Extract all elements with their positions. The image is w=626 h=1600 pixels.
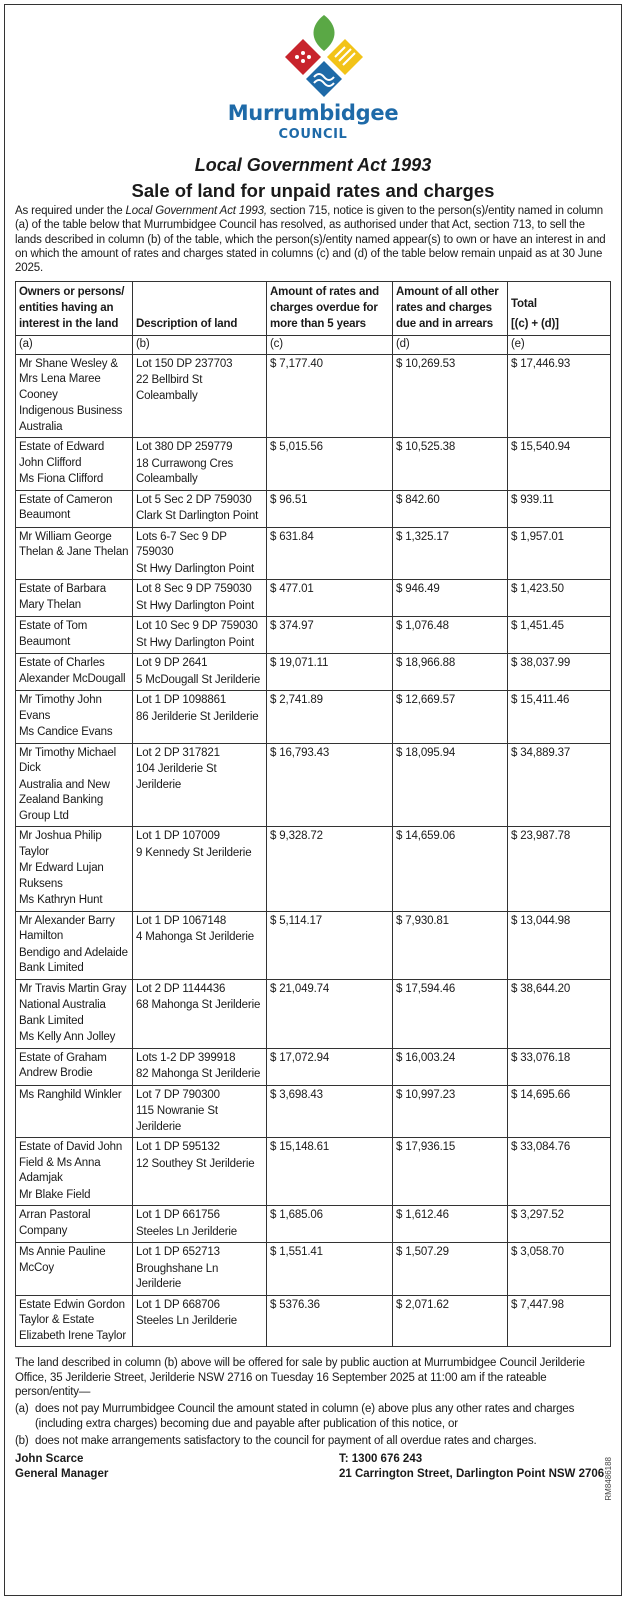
lot-description: Lots 1-2 DP 399918	[136, 1051, 236, 1064]
lot-description: Lot 380 DP 259779	[136, 441, 233, 454]
owner-name: Estate of Charles Alexander McDougall	[19, 657, 126, 685]
owner-cell	[16, 1206, 133, 1243]
owner-name: Australia and New Zealand Banking Group Ltd	[19, 778, 110, 822]
owner-name: Mr Timothy Michael Dick	[19, 746, 116, 775]
header-logo	[15, 5, 611, 145]
owner-name: Ms Kathryn Hunt	[19, 894, 103, 907]
total-amount: $ 3,297.52	[508, 1206, 611, 1243]
table-row	[16, 580, 611, 617]
owner-cell	[16, 1048, 133, 1085]
owner-name: Arran Pastoral Company	[19, 1209, 91, 1237]
condition-text: does not make arrangements satisfactory to the council for payment of all overdue rates and charges.	[35, 1434, 537, 1447]
overdue-amount: $ 1,551.41	[267, 1243, 393, 1296]
owner-cell	[16, 490, 133, 527]
org-name: Murrumbidgee	[227, 101, 399, 125]
total-amount: $ 939.11	[508, 490, 611, 527]
land-address: 4 Mahonga St Jerilderie	[136, 931, 255, 944]
overdue-amount: $ 3,698.43	[267, 1085, 393, 1138]
owner-name: Ms Ranghild Winkler	[19, 1088, 122, 1101]
total-amount: $ 7,447.98	[508, 1295, 611, 1347]
arrears-amount: $ 14,659.06	[393, 827, 508, 912]
header-owners: Owners or persons/ entities having an interest in the land	[16, 282, 133, 336]
owner-name: Estate of Edward John Clifford	[19, 441, 105, 469]
header-overdue: Amount of rates and charges overdue for more than 5 years	[267, 282, 393, 336]
owner-name: Mr Timothy John Evans	[19, 694, 102, 722]
description-cell	[133, 617, 267, 654]
notice-page	[4, 4, 622, 1596]
description-cell	[133, 354, 267, 438]
intro-paragraph	[15, 204, 611, 275]
header-total-line2: [(c) + (d)]	[511, 318, 559, 331]
table-row	[16, 654, 611, 691]
intro-text: As required under the	[15, 205, 126, 217]
table-row	[16, 490, 611, 527]
overdue-amount: $ 96.51	[267, 490, 393, 527]
contact-address: 21 Carrington Street, Darlington Point NSW 2706	[339, 1467, 605, 1480]
arrears-amount: $ 946.49	[393, 580, 508, 617]
header-arrears: Amount of all other rates and charges due and in arrears	[393, 282, 508, 336]
reference-number: RM8486188	[604, 1457, 613, 1501]
land-address: St Hwy Darlington Point	[136, 636, 254, 649]
table-row	[16, 911, 611, 979]
rates-table	[15, 281, 611, 1347]
owner-cell	[16, 691, 133, 744]
owner-name: Indigenous Business Australia	[19, 405, 123, 433]
owner-cell	[16, 654, 133, 691]
owner-name: Mr Blake Field	[19, 1188, 91, 1201]
overdue-amount: $ 2,741.89	[267, 691, 393, 744]
description-cell	[133, 911, 267, 979]
land-address: Steeles Ln Jerilderie	[136, 1225, 238, 1238]
owner-cell	[16, 911, 133, 979]
arrears-amount: $ 12,669.57	[393, 691, 508, 744]
overdue-amount: $ 1,685.06	[267, 1206, 393, 1243]
signatory-name: John Scarce	[15, 1453, 84, 1466]
description-cell	[133, 1206, 267, 1243]
description-cell	[133, 654, 267, 691]
column-letter: (c)	[267, 336, 393, 355]
owner-cell	[16, 527, 133, 580]
table-row	[16, 1138, 611, 1206]
overdue-amount: $ 21,049.74	[267, 979, 393, 1048]
owner-name: Estate of Tom Beaumont	[19, 620, 88, 648]
contact-phone: T: 1300 676 243	[339, 1453, 423, 1466]
owner-name: Estate of David John Field & Ms Anna Adamjak	[19, 1141, 123, 1185]
land-address: 104 Jerilderie St Jerilderie	[136, 763, 217, 791]
land-address: 68 Mahonga St Jerilderie	[136, 999, 261, 1012]
table-row	[16, 979, 611, 1048]
table-row	[16, 1085, 611, 1138]
table-header-row	[16, 282, 611, 336]
total-amount: $ 1,451.45	[508, 617, 611, 654]
lot-description: Lot 5 Sec 2 DP 759030	[136, 493, 252, 506]
lot-description: Lot 2 DP 317821	[136, 746, 220, 759]
land-address: St Hwy Darlington Point	[136, 562, 254, 575]
land-address: 9 Kennedy St Jerilderie	[136, 846, 252, 859]
header-description: Description of land	[133, 282, 267, 336]
auction-paragraph: The land described in column (b) above will be offered for sale by public auction at Murrumbidgee Council Jerilderie Office, 35 Jerilderie Street, Jerilderie NSW 2716 on Tuesday 16 September 2025 at 11:00 am if the rateable person/entity—	[15, 1357, 585, 1399]
owner-name: Mr Travis Martin Gray	[19, 982, 127, 995]
owner-name: Ms Candice Evans	[19, 726, 113, 739]
table-row	[16, 1048, 611, 1085]
land-address: 22 Bellbird St Coleambally	[136, 374, 203, 402]
lot-description: Lot 1 DP 1067148	[136, 914, 227, 927]
owner-name: Estate of Graham Andrew Brodie	[19, 1051, 107, 1080]
total-amount: $ 38,037.99	[508, 654, 611, 691]
table-body	[16, 354, 611, 1347]
owner-cell	[16, 354, 133, 438]
total-amount: $ 33,084.76	[508, 1138, 611, 1206]
owner-name: Ms Fiona Clifford	[19, 473, 104, 486]
lot-description: Lot 7 DP 790300	[136, 1088, 220, 1101]
condition-b	[15, 1434, 611, 1448]
org-subtitle: COUNCIL	[278, 127, 348, 142]
arrears-amount: $ 1,612.46	[393, 1206, 508, 1243]
table-row	[16, 743, 611, 827]
lot-description: Lot 2 DP 1144436	[136, 982, 226, 995]
land-address: St Hwy Darlington Point	[136, 599, 254, 612]
arrears-amount: $ 1,076.48	[393, 617, 508, 654]
land-address: Steeles Ln Jerilderie	[136, 1315, 238, 1328]
table-row	[16, 438, 611, 491]
lot-description: Lot 1 DP 107009	[136, 830, 220, 843]
intro-text-rest: section 715, notice is given to the person(s)/entity named in column (a) of the table below that Murrumbidgee Council has resolved, as authorised under that Act, section 713, to sell the lands described in column (b) of the table, which the person(s)/entity named appear(s) to own or have an interest in and on which the amount of rates and charges stated in columns (c) and (d) of the table below remain unpaid as at 30 June 2025.	[15, 205, 606, 275]
arrears-amount: $ 1,507.29	[393, 1243, 508, 1296]
description-cell	[133, 438, 267, 491]
arrears-amount: $ 7,930.81	[393, 911, 508, 979]
notice-title: Sale of land for unpaid rates and charges	[131, 180, 495, 201]
column-letter: (e)	[508, 336, 611, 355]
lot-description: Lot 8 Sec 9 DP 759030	[136, 583, 252, 596]
total-amount: $ 1,957.01	[508, 527, 611, 580]
total-amount: $ 38,644.20	[508, 979, 611, 1048]
arrears-amount: $ 10,269.53	[393, 354, 508, 438]
description-cell	[133, 691, 267, 744]
arrears-amount: $ 842.60	[393, 490, 508, 527]
arrears-amount: $ 17,594.46	[393, 979, 508, 1048]
owner-name: Mr William George Thelan & Jane Thelan	[19, 530, 129, 559]
owner-name: Ms Kelly Ann Jolley	[19, 1031, 116, 1044]
column-letter: (b)	[133, 336, 267, 355]
total-amount: $ 1,423.50	[508, 580, 611, 617]
description-cell	[133, 1243, 267, 1296]
land-address: 5 McDougall St Jerilderie	[136, 673, 261, 686]
column-letter: (d)	[393, 336, 508, 355]
overdue-amount: $ 5376.36	[267, 1295, 393, 1347]
condition-label: (b)	[15, 1434, 29, 1447]
overdue-amount: $ 9,328.72	[267, 827, 393, 912]
description-cell	[133, 527, 267, 580]
table-row	[16, 354, 611, 438]
total-amount: $ 33,076.18	[508, 1048, 611, 1085]
owner-name: Estate Edwin Gordon Taylor & Estate Elizabeth Irene Taylor	[19, 1298, 127, 1342]
owner-cell	[16, 1085, 133, 1138]
land-address: 12 Southey St Jerilderie	[136, 1157, 255, 1170]
arrears-amount: $ 17,936.15	[393, 1138, 508, 1206]
condition-text: does not pay Murrumbidgee Council the amount stated in column (e) above plus any other rates and charges (including extra charges) becoming due and payable after publication of this notice, or	[35, 1403, 575, 1430]
lot-description: Lot 150 DP 237703	[136, 357, 233, 370]
overdue-amount: $ 7,177.40	[267, 354, 393, 438]
owner-cell	[16, 617, 133, 654]
table-row	[16, 691, 611, 744]
land-address: 82 Mahonga St Jerilderie	[136, 1068, 261, 1081]
overdue-amount: $ 19,071.11	[267, 654, 393, 691]
owner-cell	[16, 438, 133, 491]
owner-name: National Australia Bank Limited	[19, 999, 106, 1027]
total-amount: $ 13,044.98	[508, 911, 611, 979]
column-letter: (a)	[16, 336, 133, 355]
overdue-amount: $ 5,015.56	[267, 438, 393, 491]
table-row	[16, 617, 611, 654]
description-cell	[133, 1295, 267, 1347]
total-amount: $ 14,695.66	[508, 1085, 611, 1138]
overdue-amount: $ 5,114.17	[267, 911, 393, 979]
owner-name: Bendigo and Adelaide Bank Limited	[19, 946, 128, 975]
overdue-amount: $ 631.84	[267, 527, 393, 580]
arrears-amount: $ 1,325.17	[393, 527, 508, 580]
description-cell	[133, 743, 267, 827]
arrears-amount: $ 10,997.23	[393, 1085, 508, 1138]
owner-name: Mr Edward Lujan Ruksens	[19, 862, 104, 890]
land-address: 18 Currawong Cres Coleambally	[136, 457, 234, 486]
arrears-amount: $ 10,525.38	[393, 438, 508, 491]
owner-cell	[16, 1243, 133, 1296]
total-amount: $ 15,540.94	[508, 438, 611, 491]
description-cell	[133, 580, 267, 617]
header-total-line1: Total	[511, 298, 537, 311]
lot-description: Lot 10 Sec 9 DP 759030	[136, 620, 258, 633]
lot-description: Lot 9 DP 2641	[136, 657, 208, 670]
intro-act-name: Local Government Act 1993,	[125, 205, 267, 217]
owner-name: Estate of Cameron Beaumont	[19, 493, 113, 522]
land-address: 86 Jerilderie St Jerilderie	[136, 710, 259, 723]
owner-name: Estate of Barbara Mary Thelan	[19, 583, 106, 611]
column-letters-row	[16, 336, 611, 355]
overdue-amount: $ 477.01	[267, 580, 393, 617]
condition-a	[15, 1402, 611, 1431]
arrears-amount: $ 18,966.88	[393, 654, 508, 691]
lot-description: Lot 1 DP 661756	[136, 1209, 220, 1222]
owner-cell	[16, 580, 133, 617]
table-row	[16, 1243, 611, 1296]
owner-cell	[16, 979, 133, 1048]
description-cell	[133, 1048, 267, 1085]
description-cell	[133, 1138, 267, 1206]
total-amount: $ 15,411.46	[508, 691, 611, 744]
arrears-amount: $ 2,071.62	[393, 1295, 508, 1347]
lot-description: Lots 6-7 Sec 9 DP 759030	[136, 530, 227, 559]
owner-cell	[16, 743, 133, 827]
table-row	[16, 527, 611, 580]
owner-name: Mr Alexander Barry Hamilton	[19, 914, 115, 943]
overdue-amount: $ 16,793.43	[267, 743, 393, 827]
total-amount: $ 3,058.70	[508, 1243, 611, 1296]
owner-cell	[16, 1138, 133, 1206]
owner-name: Mr Joshua Philip Taylor	[19, 830, 102, 858]
condition-label: (a)	[15, 1403, 29, 1416]
lot-description: Lot 1 DP 652713	[136, 1246, 220, 1259]
description-cell	[133, 1085, 267, 1138]
total-amount: $ 17,446.93	[508, 354, 611, 438]
table-row	[16, 1206, 611, 1243]
table-row	[16, 1295, 611, 1347]
signatory-title: General Manager	[15, 1467, 109, 1480]
overdue-amount: $ 15,148.61	[267, 1138, 393, 1206]
owner-name: Ms Annie Pauline McCoy	[19, 1246, 106, 1274]
owner-name: Mr Shane Wesley & Mrs Lena Maree Cooney	[19, 357, 118, 401]
description-cell	[133, 827, 267, 912]
total-amount: $ 23,987.78	[508, 827, 611, 912]
description-cell	[133, 979, 267, 1048]
header-total	[508, 282, 611, 336]
arrears-amount: $ 18,095.94	[393, 743, 508, 827]
land-address: Broughshane Ln Jerilderie	[136, 1262, 219, 1291]
owner-cell	[16, 1295, 133, 1347]
lot-description: Lot 1 DP 1098861	[136, 694, 227, 707]
arrears-amount: $ 16,003.24	[393, 1048, 508, 1085]
description-cell	[133, 490, 267, 527]
overdue-amount: $ 374.97	[267, 617, 393, 654]
council-logo-icon	[281, 13, 367, 99]
signature-block	[15, 1452, 611, 1481]
lot-description: Lot 1 DP 595132	[136, 1141, 220, 1154]
land-address: 115 Nowranie St Jerilderie	[136, 1105, 218, 1133]
total-amount: $ 34,889.37	[508, 743, 611, 827]
table-row	[16, 827, 611, 912]
act-title: Local Government Act 1993	[194, 155, 432, 175]
land-address: Clark St Darlington Point	[136, 510, 259, 523]
lot-description: Lot 1 DP 668706	[136, 1298, 220, 1311]
overdue-amount: $ 17,072.94	[267, 1048, 393, 1085]
owner-cell	[16, 827, 133, 912]
